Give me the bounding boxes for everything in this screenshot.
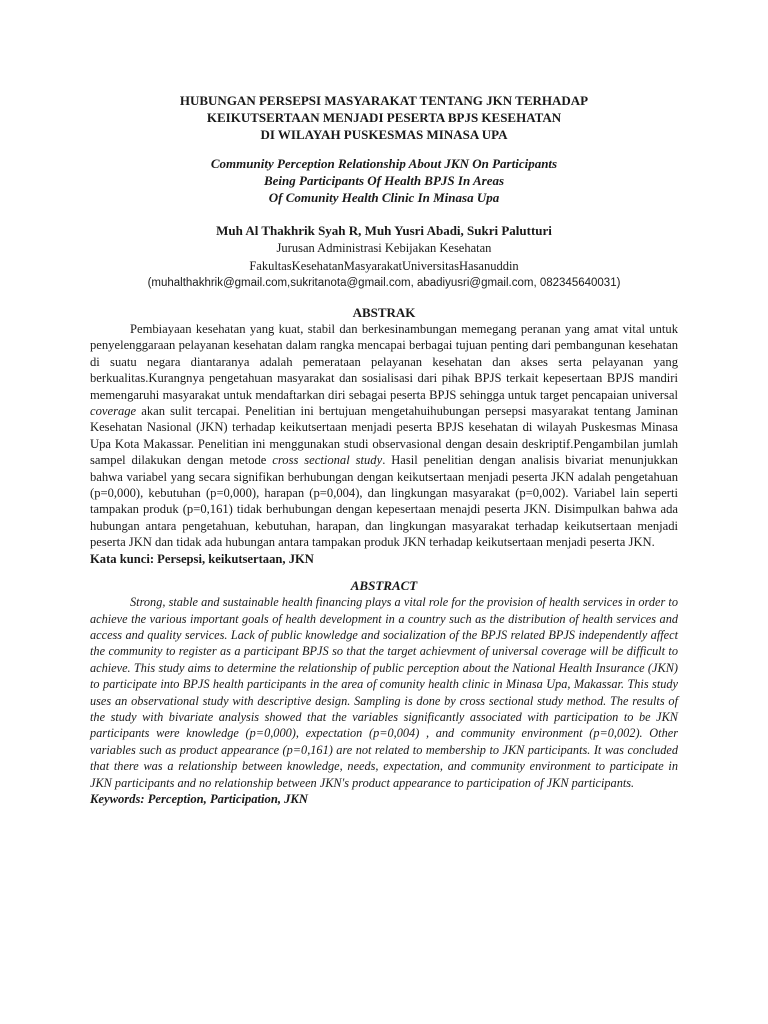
english-title-line-2: Being Participants Of Health BPJS In Areas	[263, 173, 505, 188]
author-list: Muh Al Thakhrik Syah R, Muh Yusri Abadi, Sukri Palutturi	[216, 223, 552, 238]
title-line-3: DI WILAYAH PUSKESMAS MINASA UPA	[260, 127, 508, 142]
abstract-keywords: Keywords: Perception, Participation, JKN	[90, 791, 308, 806]
abstrak-term-cross-sectional: cross sectional study	[272, 453, 383, 468]
english-title	[90, 155, 678, 206]
abstrak-heading: ABSTRAK	[352, 305, 416, 320]
abstrak-text-2: akan sulit tercapai. Penelitian ini bertujuan mengetahuihubungan persepsi masyarakat tentang Jaminan Kesehatan Nasional (JKN) terhadap keikutsertaan menjadi peserta BPJS kesehatan di wilayah Puskesmas Minasa Upa Kota Makassar. Penelitian ini menggunakan studi observasional dengan desain deskriptif.Pengambilan jumlah sampel dilakukan dengan metode	[90, 404, 678, 468]
affiliation-faculty: FakultasKesehatanMasyarakatUniversitasHasanuddin	[249, 259, 519, 273]
english-title-line-1: Community Perception Relationship About JKN On Participants	[210, 156, 558, 171]
english-title-line-3: Of Comunity Health Clinic In Minasa Upa	[268, 190, 500, 205]
abstrak-keywords: Kata kunci: Persepsi, keikutsertaan, JKN	[90, 551, 314, 566]
abstract-heading: ABSTRACT	[350, 578, 418, 594]
abstrak-text-3: . Hasil penelitian dengan analisis bivariat menunjukkan bahwa variabel yang secara signifikan berhubungan dengan keikutsertaan menjadi peserta JKN adalah pengetahuan (p=0,000), kebutuhan (p=0,000), harapan (p=0,004), dan lingkungan masyarakat (p=0,002). Variabel lain seperti tampakan produk (p=0,161) tidak berhubungan dengan kepesertaan menajdi peserta JKN. Disimpulkan bahwa ada hubungan antara pengetahuan, kebutuhan, harapan, dan lingkungan masyarakat terhadap keikutsertaan menjadi peserta JKN dan tidak ada hubungan antara tampakan produk JKN terhadap keikutsertaan menjadi peserta JKN.	[90, 453, 678, 550]
abstrak-body	[90, 321, 678, 551]
contact-info: (muhalthakhrik@gmail.com,sukritanota@gmail.com, abadiyusri@gmail.com, 082345640031)	[147, 277, 621, 289]
paper-title	[90, 92, 678, 143]
abstrak-term-coverage: coverage	[90, 404, 137, 419]
title-line-1: HUBUNGAN PERSEPSI MASYARAKAT TENTANG JKN TERHADAP	[179, 93, 589, 108]
abstract-body: Strong, stable and sustainable health financing plays a vital role for the provision of health services in order to achieve the various important goals of health development in a country such as the distribution of health services and access and quality services. Lack of public knowledge and socialization of the BPJS related BPJS independently affect the community to register as a participant BPJS so that the target achievment of universal coverage will be difficult to achieve. This study aims to determine the relationship of public perception about the National Health Insurance (JKN) to participate into BPJS health participants in the area of comunity health clinic in Minasa Upa, Makassar. This study uses an observational study with descriptive design. Sampling is done by cross sectional study method. The results of the study with bivariate analysis showed that the variables significantly associated with participation to be JKN participants were knowledge (p=0,000), expectation (p=0,004) , and community environment (p=0,002). Other variables such as product appearance (p=0,161) are not related to membership to JKN participants. It was concluded that there was a relationship between knowledge, needs, expectation, and community environment to participate in JKN participants and no relationship between JKN's product appearance to participation of JKN participants.	[90, 595, 678, 790]
title-line-2: KEIKUTSERTAAN MENJADI PESERTA BPJS KESEHATAN	[206, 110, 562, 125]
abstrak-text-1: Pembiayaan kesehatan yang kuat, stabil dan berkesinambungan memegang peranan yang amat vital untuk penyelenggaraan pelayanan kesehatan dalam rangka mencapai berbagai tujuan penting dari pembangunan kesehatan di suatu negara diantaranya adalah pemerataan pelayanan kesehatan dan akses serta pelayanan yang berkualitas.Kurangnya pengetahuan masyarakat dan sosialisasi dari pihak BPJS terkait kepesertaan BPJS mandiri memengaruhi masyarakat untuk mendaftarkan diri sebagai peserta BPJS sehingga untuk target pencapaian universal	[90, 322, 678, 402]
affiliation	[90, 239, 678, 275]
affiliation-department: Jurusan Administrasi Kebijakan Kesehatan	[276, 241, 492, 255]
